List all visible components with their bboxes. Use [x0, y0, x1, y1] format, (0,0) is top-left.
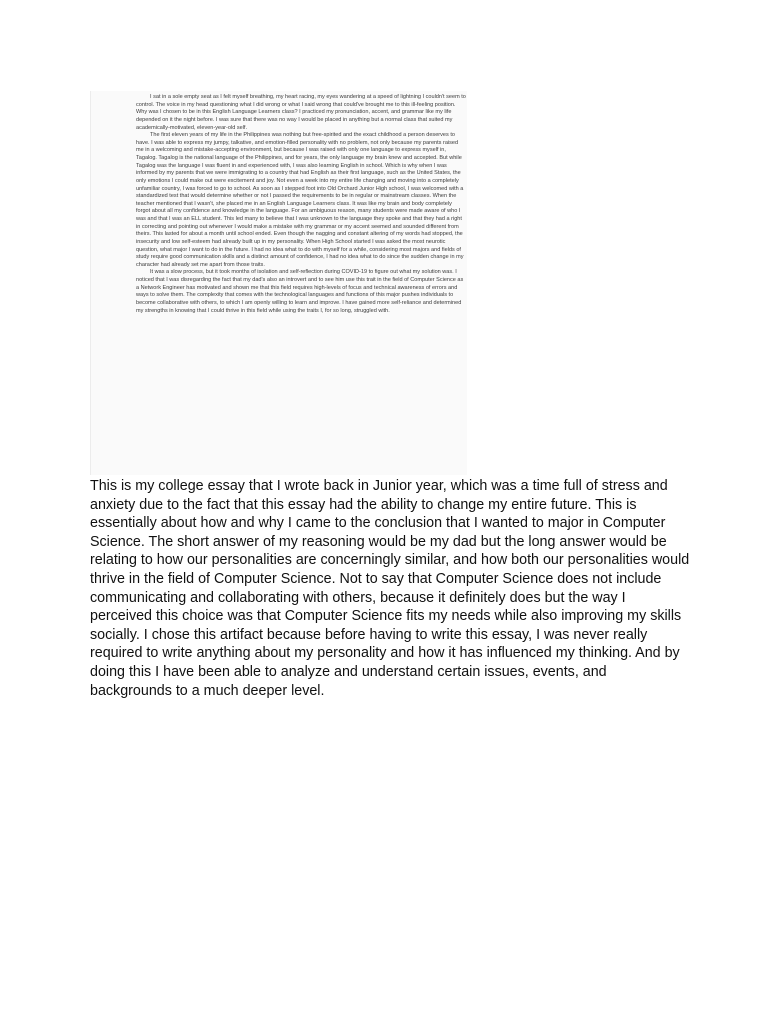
essay-paragraph: It was a slow process, but it took months of isolation and self-reflection during COVID-19 to figure out what my solution was. I noticed that I was disregarding the fact that my dad's also an introvert and to see him use this trait in the field of Computer Science as a Network Engineer has motivated and shown me that this field requires high-levels of focus and technical awareness of errors and ways to solve them. The complexity that comes with the technological languages and functions of this major pushes individuals to become collaborative with others, to which I am openly willing to learn and improve. I have gained more self-reliance and determined my strengths in knowing that I could thrive in this field while using the traits I, for so long, struggled with. [136, 269, 464, 314]
essay-body [136, 94, 466, 315]
essay-paragraph: The first eleven years of my life in the Philippines was nothing but free-spirited and the exact childhood a person deserves to have. I was able to express my jumpy, talkative, and emotion-filled personality with no problem, not only because my parents raised me in a welcoming and mistake-accepting environment, but because I was raised with only one language to express myself in, Tagalog. Tagalog is the national language of the Philippines, and for years, the only language my brain knew and accepted. But while Tagalog was the language I was fluent in and experienced with, I was also learning English in school. Which is why when I was informed by my parents that we were immigrating to a country that had English as their first language, such as the United States, the only emotions I could make out were excitement and joy. Not even a week into my entire life changing and moving into a completely unfamiliar country, I was forced to go to school. As soon as I stepped foot into Old Orchard Junior High school, I was welcomed with a standardized test that would determine whether or not I passed the requirements to be in regular or mainstream classes. When the teacher mentioned that I wasn't, she placed me in an English Language Learners class. It was like my brain and body completely forgot about all my confidence and knowledge in the language. For an ambiguous reason, many students were made aware of who I was and that I was an ELL student. This led many to believe that I was unknown to the language they spoke and that they had a right in correcting and pointing out whenever I would make a mistake with my grammar or my accent seemed and sounded different from theirs. This lasted for about a month until school ended. Even though the nagging and constant altering of my words had stopped, the insecurity and low self-esteem had already built up in my personality. When High School started I was asked the most neurotic question, what major I want to do in the future. I had no idea what to do with myself for a while, considering most majors and fields of study require good communication skills and a distinct amount of confidence, I had no idea what to do since the sudden change in my character had already set me apart from those traits. [136, 132, 464, 268]
essay-scan-image [90, 91, 467, 475]
artifact-description: This is my college essay that I wrote back in Junior year, which was a time full of stress and anxiety due to the fact that this essay had the ability to change my entire future. This is essentially about how and why I came to the conclusion that I wanted to major in Computer Science. The short answer of my reasoning would be my dad but the long answer would be relating to how our personalities are concerningly similar, and how both our personalities would thrive in the field of Computer Science. Not to say that Computer Science does not include communicating and collaborating with others, because it definitely does but the way I perceived this choice was that Computer Science fits my needs while also improving my skills socially. I chose this artifact because before having to write this essay, I was never really required to write anything about my personality and how it has influenced my thinking. And by doing this I have been able to analyze and understand certain issues, events, and backgrounds to a much deeper level. [90, 478, 690, 699]
essay-paragraph: I sat in a sole empty seat as I felt myself breathing, my heart racing, my eyes wandering at a speed of lightning I couldn't seem to control. The voice in my head questioning what I did wrong or what I said wrong that could've brought me to this ill-feeling position. Why was I chosen to be in this English Language Learners class? I practiced my pronunciation, accent, and grammar like my life depended on it the night before. I was sure that there was no way I would be placed in anything but a normal class that suited my academically-motivated, eleven-year-old self. [136, 94, 466, 131]
